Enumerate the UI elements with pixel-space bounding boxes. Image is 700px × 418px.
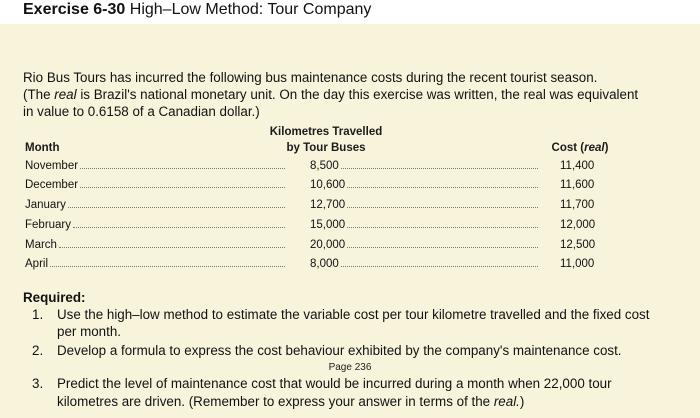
item-3-line-2-pre: kilometres are driven. (Remember to express your answer in terms of the bbox=[57, 394, 494, 409]
dot-leader bbox=[59, 246, 285, 248]
table-row bbox=[0, 239, 700, 255]
required-heading: Required: bbox=[23, 290, 86, 305]
km-cell: 15,000 bbox=[310, 219, 346, 231]
intro-line-1: Rio Bus Tours has incurred the following bus maintenance costs during the recent tourist season. bbox=[23, 70, 598, 85]
km-cell: 20,000 bbox=[310, 239, 346, 251]
dot-leader bbox=[50, 265, 285, 267]
cost-cell: 11,700 bbox=[560, 199, 595, 211]
km-cell: 10,600 bbox=[310, 179, 346, 191]
item-text-line: Use the high–low method to estimate the variable cost per tour kilometre travelled and the fixed cost bbox=[57, 307, 650, 322]
header-month: Month bbox=[25, 142, 60, 154]
intro-line-3: in value to 0.6158 of a Canadian dollar.) bbox=[23, 104, 260, 119]
item-text-line: Predict the level of maintenance cost that would be incurred during a month when 22,000 tour bbox=[57, 376, 612, 391]
cost-cell: 11,600 bbox=[560, 179, 595, 191]
intro-line-2-post: is Brazil's national monetary unit. On the day this exercise was written, the real was equivalent bbox=[76, 87, 639, 102]
exercise-title bbox=[23, 1, 371, 19]
header-cost bbox=[540, 142, 620, 154]
header-cost-pre: Cost ( bbox=[551, 142, 585, 154]
dot-leader bbox=[80, 186, 285, 188]
intro-line-2-pre: (The bbox=[23, 87, 55, 102]
page-reference: Page 236 bbox=[328, 362, 372, 373]
item-number: 2. bbox=[32, 343, 44, 358]
exercise-name: High–Low Method: Tour Company bbox=[129, 1, 372, 18]
table-row bbox=[0, 179, 700, 195]
month-cell: March bbox=[25, 239, 57, 251]
item-text-line: per month. bbox=[57, 324, 122, 339]
dot-leader bbox=[73, 226, 285, 228]
item-3-line-2-italic: real. bbox=[493, 394, 520, 409]
dot-leader bbox=[80, 167, 285, 169]
item-text-line bbox=[57, 393, 700, 411]
item-text-line: Develop a formula to express the cost behaviour exhibited by the company's maintenance cost. bbox=[57, 343, 622, 358]
header-kilometres bbox=[248, 124, 404, 156]
title-bar bbox=[0, 0, 700, 24]
month-cell: February bbox=[25, 219, 72, 231]
month-cell: December bbox=[25, 179, 79, 191]
header-km-line-1: Kilometres Travelled bbox=[269, 126, 383, 138]
km-cell: 8,500 bbox=[310, 160, 339, 172]
cost-cell: 11,000 bbox=[560, 258, 595, 270]
required-item-2 bbox=[23, 342, 700, 359]
intro-line-2 bbox=[23, 86, 695, 103]
item-3-line-2-post: ) bbox=[519, 394, 525, 409]
required-list bbox=[23, 306, 700, 359]
required-item-3 bbox=[23, 375, 700, 411]
dot-leader bbox=[347, 206, 538, 208]
header-km-line-2: by Tour Buses bbox=[286, 142, 366, 154]
month-cell: January bbox=[25, 199, 66, 211]
table-row bbox=[0, 160, 700, 176]
header-cost-post: ) bbox=[604, 142, 609, 154]
table-row bbox=[0, 199, 700, 215]
dot-leader bbox=[347, 226, 538, 228]
dot-leader bbox=[68, 206, 285, 208]
intro-paragraph bbox=[23, 69, 695, 120]
item-number: 1. bbox=[32, 307, 44, 322]
month-cell: April bbox=[25, 258, 49, 270]
header-cost-italic: real bbox=[584, 142, 605, 154]
item-number: 3. bbox=[32, 376, 44, 391]
intro-line-2-italic: real bbox=[54, 87, 77, 102]
dot-leader bbox=[347, 186, 538, 188]
dot-leader bbox=[347, 246, 538, 248]
table-row bbox=[0, 258, 700, 274]
exercise-number: Exercise 6-30 bbox=[23, 1, 126, 18]
dot-leader bbox=[341, 265, 538, 267]
required-item-1 bbox=[23, 306, 700, 340]
km-cell: 8,000 bbox=[310, 258, 339, 270]
table-row bbox=[0, 219, 700, 235]
dot-leader bbox=[341, 167, 538, 169]
km-cell: 12,700 bbox=[310, 199, 346, 211]
month-cell: November bbox=[25, 160, 79, 172]
cost-cell: 11,400 bbox=[560, 160, 595, 172]
cost-cell: 12,500 bbox=[560, 239, 596, 251]
required-item-3-body bbox=[23, 375, 700, 411]
cost-cell: 12,000 bbox=[560, 219, 596, 231]
